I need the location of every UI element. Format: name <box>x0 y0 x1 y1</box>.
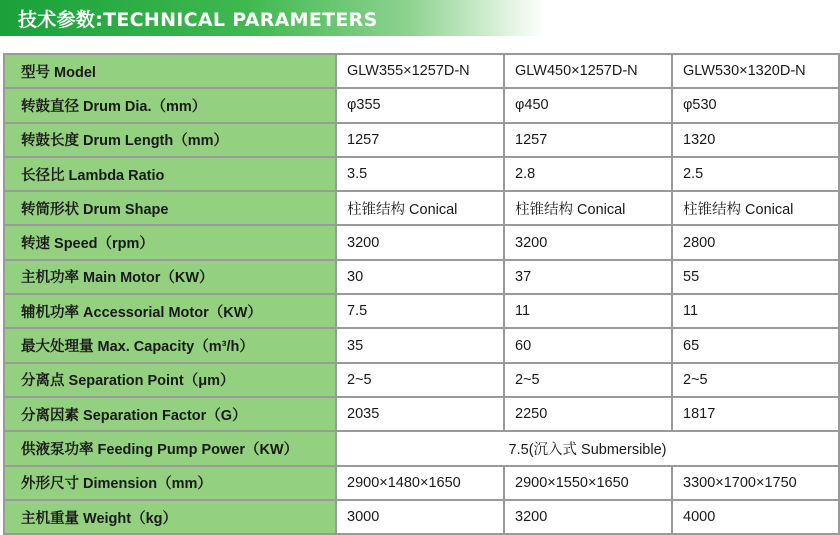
parameter-label: 转鼓直径 Drum Dia.（mm） <box>4 88 336 122</box>
parameter-value: 1320 <box>672 123 839 157</box>
parameter-value: 1257 <box>504 123 672 157</box>
parameter-value: 柱锥结构 Conical <box>336 191 504 225</box>
parameter-value: 2~5 <box>672 363 839 397</box>
parameter-value: 65 <box>672 328 839 362</box>
parameter-value: φ530 <box>672 88 839 122</box>
parameter-value: φ450 <box>504 88 672 122</box>
parameter-label: 主机功率 Main Motor（KW） <box>4 260 336 294</box>
parameter-value: 1257 <box>336 123 504 157</box>
parameter-value: GLW355×1257D-N <box>336 54 504 88</box>
table-row <box>4 191 839 225</box>
parameter-label: 转筒形状 Drum Shape <box>4 191 336 225</box>
parameter-label: 外形尺寸 Dimension（mm） <box>4 466 336 500</box>
parameter-value: 1817 <box>672 397 839 431</box>
parameter-value: 60 <box>504 328 672 362</box>
parameter-value: 柱锥结构 Conical <box>504 191 672 225</box>
table-row <box>4 328 839 362</box>
parameter-value: 2~5 <box>336 363 504 397</box>
table-row <box>4 225 839 259</box>
parameter-value: 3000 <box>336 500 504 534</box>
parameter-value: 2035 <box>336 397 504 431</box>
parameter-label: 分离点 Separation Point（μm） <box>4 363 336 397</box>
table-row <box>4 88 839 122</box>
table-row <box>4 500 839 534</box>
technical-parameters-table <box>3 53 840 535</box>
table-row <box>4 123 839 157</box>
table-row <box>4 294 839 328</box>
parameter-label: 主机重量 Weight（kg） <box>4 500 336 534</box>
parameter-value: 2900×1480×1650 <box>336 466 504 500</box>
parameter-label: 转鼓长度 Drum Length（mm） <box>4 123 336 157</box>
parameter-value: 3200 <box>504 225 672 259</box>
parameter-value: 2.8 <box>504 157 672 191</box>
parameter-value: 11 <box>672 294 839 328</box>
parameter-value: 30 <box>336 260 504 294</box>
parameter-value: 2.5 <box>672 157 839 191</box>
table-row <box>4 363 839 397</box>
parameter-value: 2~5 <box>504 363 672 397</box>
table-row <box>4 466 839 500</box>
table-row <box>4 431 839 465</box>
parameter-label: 最大处理量 Max. Capacity（m³/h） <box>4 328 336 362</box>
parameter-value: GLW530×1320D-N <box>672 54 839 88</box>
parameter-value: 7.5 <box>336 294 504 328</box>
parameter-label: 辅机功率 Accessorial Motor（KW） <box>4 294 336 328</box>
parameter-value: 2800 <box>672 225 839 259</box>
parameter-label: 供液泵功率 Feeding Pump Power（KW） <box>4 431 336 465</box>
parameter-value: 3.5 <box>336 157 504 191</box>
parameter-value: 3300×1700×1750 <box>672 466 839 500</box>
parameter-value: 柱锥结构 Conical <box>672 191 839 225</box>
parameter-value: 3200 <box>336 225 504 259</box>
section-header <box>0 0 545 36</box>
parameter-value: 4000 <box>672 500 839 534</box>
parameter-value-merged: 7.5(沉入式 Submersible) <box>336 431 839 465</box>
section-title: 技术参数:TECHNICAL PARAMETERS <box>18 8 378 31</box>
table-body <box>4 54 839 534</box>
parameter-label: 转速 Speed（rpm） <box>4 225 336 259</box>
table-row <box>4 157 839 191</box>
table-row <box>4 397 839 431</box>
parameter-label: 型号 Model <box>4 54 336 88</box>
parameter-label: 长径比 Lambda Ratio <box>4 157 336 191</box>
parameter-value: GLW450×1257D-N <box>504 54 672 88</box>
parameter-value: 2900×1550×1650 <box>504 466 672 500</box>
table-row <box>4 260 839 294</box>
parameter-label: 分离因素 Separation Factor（G） <box>4 397 336 431</box>
parameter-value: 2250 <box>504 397 672 431</box>
parameter-value: 37 <box>504 260 672 294</box>
parameter-value: φ355 <box>336 88 504 122</box>
table-row <box>4 54 839 88</box>
parameter-value: 3200 <box>504 500 672 534</box>
parameter-value: 11 <box>504 294 672 328</box>
parameter-value: 35 <box>336 328 504 362</box>
parameter-value: 55 <box>672 260 839 294</box>
